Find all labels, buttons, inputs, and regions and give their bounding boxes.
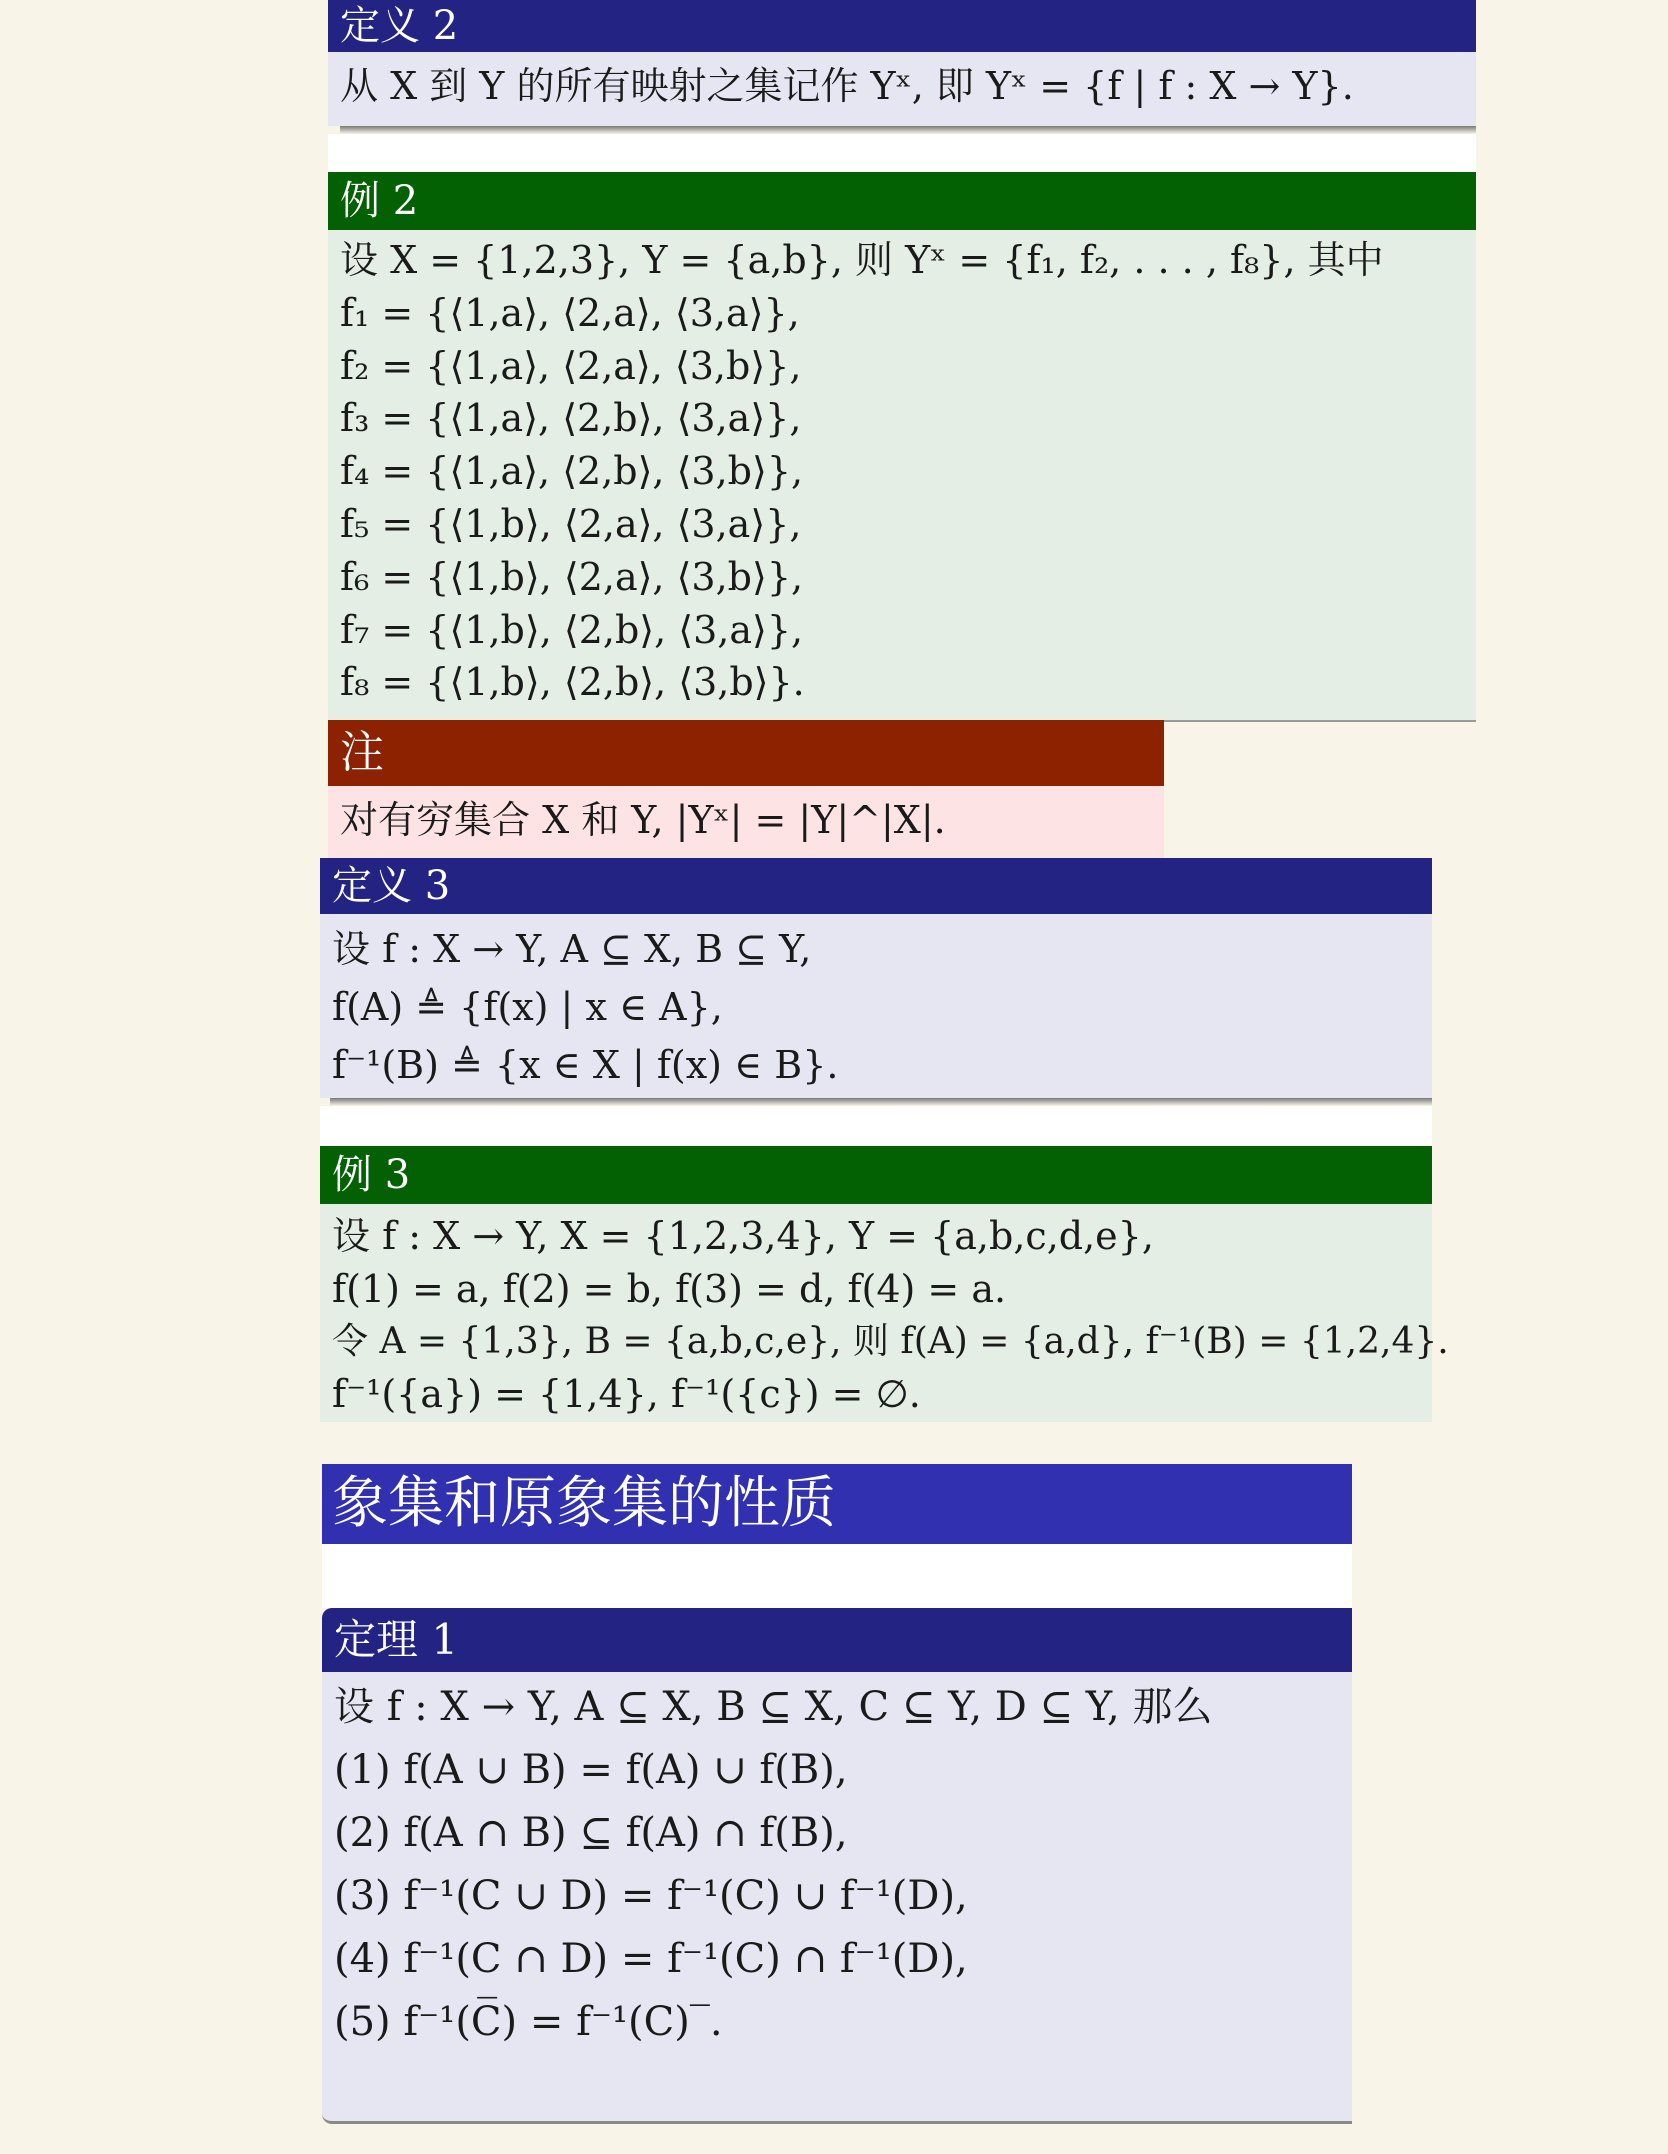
example-2-title: 例 2 [328,172,1476,230]
example-2-line: f₇ = {⟨1,b⟩, ⟨2,b⟩, ⟨3,a⟩}, [340,607,804,652]
theorem-1-line: (5) f⁻¹(C̅) = f⁻¹(C)‾. [334,1999,723,2045]
example-3-title: 例 3 [320,1146,1432,1204]
definition-2-body [328,52,1476,126]
gap-divider [328,134,1476,172]
theorem-1-line: (3) f⁻¹(C ∪ D) = f⁻¹(C) ∪ f⁻¹(D), [334,1873,968,1919]
gap-divider [322,1544,1352,1608]
definition-3-line: 设 f : X → Y, A ⊆ X, B ⊆ Y, [332,927,812,971]
gap-divider [320,1106,1432,1146]
example-3-line: f⁻¹({a}) = {1,4}, f⁻¹({c}) = ∅. [332,1372,921,1417]
example-2-line: f₁ = {⟨1,a⟩, ⟨2,a⟩, ⟨3,a⟩}, [340,290,800,335]
definition-2-block [328,0,1476,126]
note-title: 注 [328,720,1164,786]
section-title: 象集和原象集的性质 [322,1464,1352,1544]
theorem-1-line: 设 f : X → Y, A ⊆ X, B ⊆ X, C ⊆ Y, D ⊆ Y, 那么 [334,1684,1213,1730]
example-2-line: f₈ = {⟨1,b⟩, ⟨2,b⟩, ⟨3,b⟩}. [340,660,805,705]
example-2-line: f₄ = {⟨1,a⟩, ⟨2,b⟩, ⟨3,b⟩}, [340,449,804,494]
definition-2-title: 定义 2 [328,0,1476,52]
theorem-1-body [322,1672,1352,2124]
example-2-line: 设 X = {1,2,3}, Y = {a,b}, 则 Yˣ = {f₁, f₂, . . . , f₈}, 其中 [340,238,1384,282]
definition-3-block [320,858,1432,1098]
note-body [328,786,1164,858]
definition-3-body [320,914,1432,1098]
definition-3-title: 定义 3 [320,858,1432,914]
example-2-line: f₃ = {⟨1,a⟩, ⟨2,b⟩, ⟨3,a⟩}, [340,396,802,441]
example-3-line: 设 f : X → Y, X = {1,2,3,4}, Y = {a,b,c,d,e}, [332,1214,1154,1258]
section-header [322,1464,1352,1608]
definition-3-line: f(A) ≜ {f(x) | x ∈ A}, [332,985,723,1029]
example-3-line: f(1) = a, f(2) = b, f(3) = d, f(4) = a. [332,1266,1007,1311]
theorem-1-block [322,1608,1352,2124]
definition-2-line: 从 X 到 Y 的所有映射之集记作 Yˣ, 即 Yˣ = {f | f : X → Y}. [340,64,1354,108]
theorem-1-line: (2) f(A ∩ B) ⊆ f(A) ∩ f(B), [334,1810,848,1856]
example-3-body [320,1204,1449,1422]
example-2-block [328,172,1476,722]
example-2-body [328,230,1476,722]
example-2-line: f₅ = {⟨1,b⟩, ⟨2,a⟩, ⟨3,a⟩}, [340,501,802,546]
note-block [328,720,1164,858]
example-3-block [320,1146,1449,1422]
example-2-line: f₆ = {⟨1,b⟩, ⟨2,a⟩, ⟨3,b⟩}, [340,554,804,599]
definition-2-shadow [340,126,1476,134]
example-2-line: f₂ = {⟨1,a⟩, ⟨2,a⟩, ⟨3,b⟩}, [340,343,802,388]
definition-3-shadow [330,1098,1432,1106]
note-line: 对有穷集合 X 和 Y, |Yˣ| = |Y|^|X|. [340,798,946,842]
definition-3-line: f⁻¹(B) ≜ {x ∈ X | f(x) ∈ B}. [332,1043,839,1087]
theorem-1-line: (1) f(A ∪ B) = f(A) ∪ f(B), [334,1747,848,1793]
theorem-1-line: (4) f⁻¹(C ∩ D) = f⁻¹(C) ∩ f⁻¹(D), [334,1936,968,1982]
example-3-line: 令 A = {1,3}, B = {a,b,c,e}, 则 f(A) = {a,d}, f⁻¹(B) = {1,2,4}. [332,1320,1449,1362]
theorem-1-title: 定理 1 [322,1608,1352,1672]
